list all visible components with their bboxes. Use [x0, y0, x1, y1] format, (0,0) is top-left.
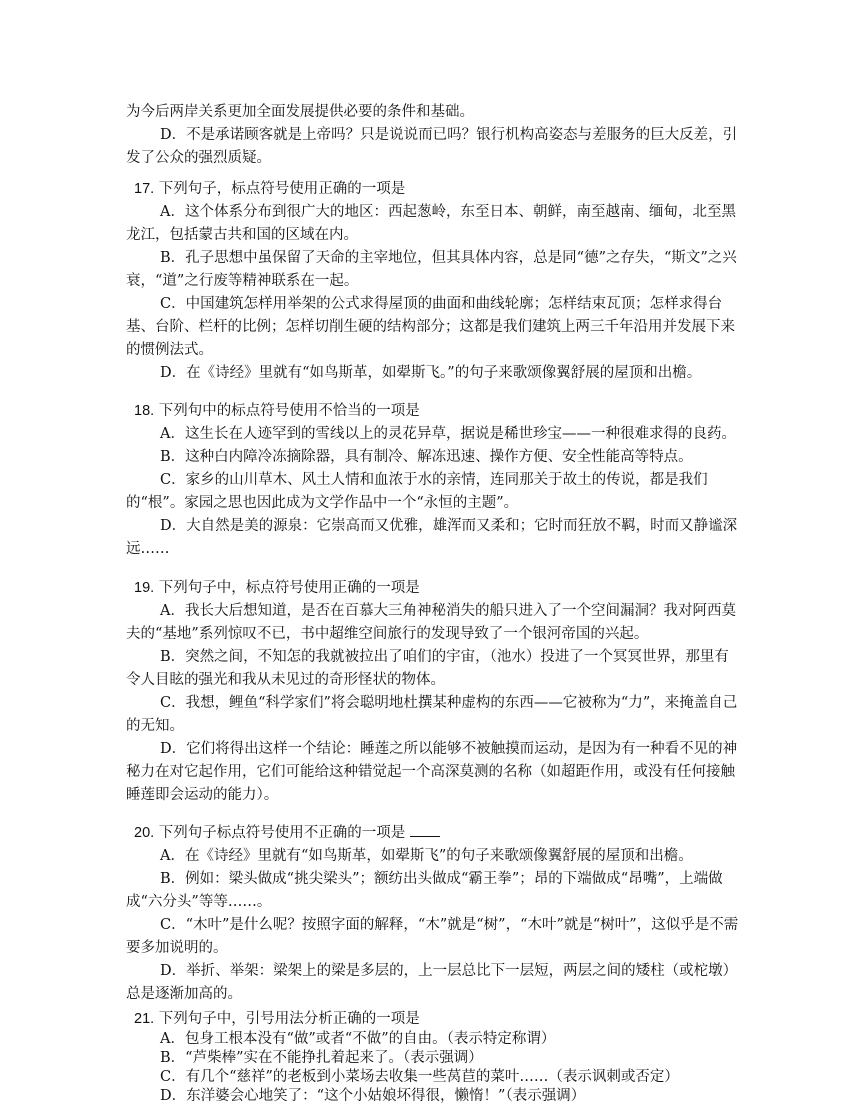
q19-option-c: C．我想，鲤鱼“科学家们”将会聪明地杜撰某种虚构的东西——它被称为“力”，来掩盖自己的无知。 [126, 695, 738, 734]
q18-option-c: C．家乡的山川草木、风土人情和血浓于水的亲情，连同那关于故土的传说，都是我们的“根”。家园之思也因此成为文学作品中一个“永恒的主题”。 [126, 472, 708, 511]
q21-option-b: B．“芦柴棒”实在不能挣扎着起来了。（表示强调） [160, 1050, 483, 1066]
q20-option-c: C．“木叶”是什么呢？按照字面的解释，“木”就是“树”，“木叶”就是“树叶”，这似乎是不需要多加说明的。 [126, 917, 739, 956]
intro-option-d: D．不是承诺顾客就是上帝吗？只是说说而已吗？银行机构高姿态与差服务的巨大反差，引发了公众的强烈质疑。 [126, 127, 738, 166]
question-stem: 下列句子标点符号使用不正确的一项是 [158, 825, 406, 841]
q19-option-d: D．它们将得出这样一个结论：睡莲之所以能够不被触摸而运动，是因为有一种看不见的神秘力在对它起作用，它们可能给这种错觉起一个高深莫测的名称（如超距作用，或没有任何接触睡莲即会运动的能力）。 [126, 741, 738, 803]
question-number: 21. [134, 1011, 155, 1027]
question-stem: 下列句子，标点符号使用正确的一项是 [158, 181, 406, 197]
question-20-stem [134, 822, 742, 845]
question-stem: 下列句子中，引号用法分析正确的一项是 [158, 1011, 420, 1027]
q20-option-a: A．在《诗经》里就有“如鸟斯革，如翚斯飞”的句子来歌颂像翼舒展的屋顶和出檐。 [160, 848, 693, 864]
question-17-stem [134, 178, 742, 201]
q19-option-a: A．我长大后想知道，是否在百慕大三角神秘消失的船只进入了一个空间漏洞？我对阿西莫夫的“基地”系列惊叹不已，书中超维空间旅行的发现导致了一个银河帝国的兴起。 [126, 603, 736, 642]
question-18-stem [134, 400, 742, 423]
q20-option-b: B．例如：梁头做成“挑尖梁头”；额纺出头做成“霸王拳”；昂的下端做成“昂嘴”，上端做成“六分头”等等……。 [126, 871, 723, 910]
q21-option-d: D．东洋婆会心地笑了：“这个小姑娘坏得很，懒惰！”（表示强调） [160, 1088, 586, 1104]
intro-continuation: 为今后两岸关系更加全面发展提供必要的条件和基础。 [126, 104, 474, 120]
q20-option-d: D．举折、举架：梁架上的梁是多层的，上一层总比下一层短，两层之间的矮柱（或柁墩）总是逐渐加高的。 [126, 963, 738, 1002]
q17-option-d: D．在《诗经》里就有“如鸟斯革，如翚斯飞。”的句子来歌颂像翼舒展的屋顶和出檐。 [160, 365, 702, 381]
q21-option-a: A．包身工根本没有“做”或者“不做”的自由。（表示特定称谓） [160, 1031, 556, 1047]
q19-option-b: B．突然之间，不知怎的我就被拉出了咱们的宇宙，（池水）投进了一个冥冥世界，那里有令人目眩的强光和我从未见过的奇形怪状的物体。 [126, 649, 729, 688]
question-stem: 下列句子中，标点符号使用正确的一项是 [158, 580, 420, 596]
q18-option-a: A．这生长在人迹罕到的雪线以上的灵花异草，据说是稀世珍宝——一种很难求得的良药。 [160, 426, 736, 442]
question-19-stem [134, 577, 742, 600]
question-number: 18. [134, 403, 155, 419]
q17-option-a: A．这个体系分布到很广大的地区：西起葱岭，东至日本、朝鲜，南至越南、缅甸，北至黑龙江，包括蒙古共和国的区域在内。 [126, 204, 736, 243]
question-number: 20. [134, 825, 155, 841]
q18-option-d: D．大自然是美的源泉：它崇高而又优雅，雄浑而又柔和；它时而狂放不羁，时而又静谧深远…… [126, 518, 738, 557]
question-stem: 下列句中的标点符号使用不恰当的一项是 [158, 403, 420, 419]
answer-blank [410, 822, 440, 837]
q17-option-b: B．孔子思想中虽保留了天命的主宰地位，但其具体内容，总是同“德”之存失，“斯文”之兴衰，“道”之行废等精神联系在一起。 [126, 250, 737, 289]
question-21-stem [134, 1008, 742, 1031]
q21-option-c: C．有几个“慈祥”的老板到小菜场去收集一些莴苣的菜叶……（表示讽刺或否定） [160, 1069, 679, 1085]
q17-option-c: C．中国建筑怎样用举架的公式求得屋顶的曲面和曲线轮廓；怎样结束瓦顶；怎样求得台基、台阶、栏杆的比例；怎样切削生硬的结构部分；这都是我们建筑上两三千年沿用并发展下来的惯例法式。 [126, 296, 735, 358]
question-number: 19. [134, 580, 155, 596]
question-number: 17. [134, 181, 155, 197]
q18-option-b: B．这种白内障冷冻摘除器，具有制冷、解冻迅速、操作方便、安全性能高等特点。 [160, 449, 693, 465]
